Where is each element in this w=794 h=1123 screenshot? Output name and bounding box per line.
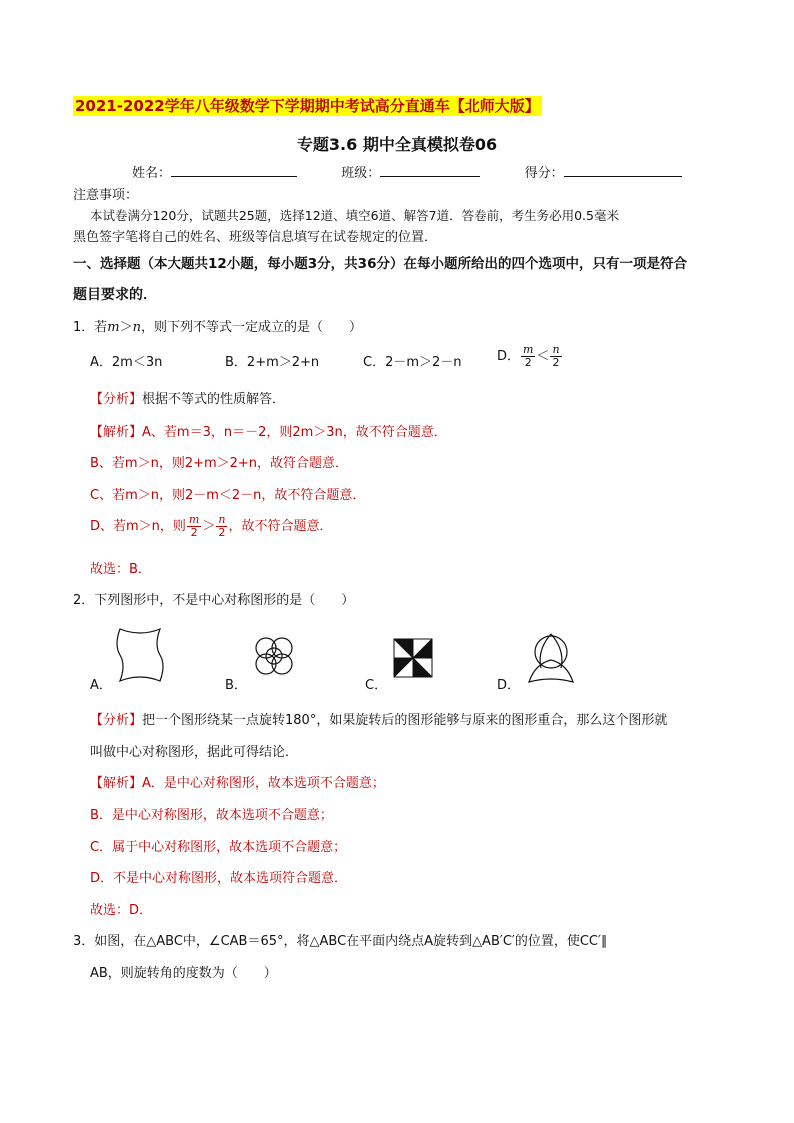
analysis-tag: 【分析】 xyxy=(90,713,143,728)
q1-option-d[interactable] xyxy=(497,344,563,369)
q1-analysis xyxy=(90,388,285,407)
q1-answer: 故选：B． xyxy=(90,562,151,577)
q2-figure-a[interactable] xyxy=(112,625,168,685)
q2-option-b[interactable]: B． xyxy=(225,678,247,693)
section-heading-cont: 题目要求的． xyxy=(73,287,157,303)
q1-stem-part: ，则下列不等式一定成立的是（ ） xyxy=(141,320,363,335)
q2-figure-b[interactable] xyxy=(250,632,298,680)
q2-option-a[interactable]: A． xyxy=(90,678,112,693)
q2-analysis xyxy=(90,709,667,728)
class-field[interactable] xyxy=(380,163,480,177)
q2-stem: 2．下列图形中，不是中心对称图形的是（ ） xyxy=(73,593,355,608)
q1-stem-rel: ＞ xyxy=(119,320,133,335)
q2-figure-d[interactable] xyxy=(523,630,579,686)
notice-heading: 注意事项： xyxy=(73,188,139,203)
solution-text: D、若m＞n，则 xyxy=(90,519,186,534)
q1-solution-b: B、若m＞n，则2+m＞2+n，故符合题意． xyxy=(90,456,349,471)
name-label: 姓名： xyxy=(132,166,172,181)
q2-answer: 故选：D． xyxy=(90,903,153,918)
section-heading: 一、选择题（本大题共12小题，每小题3分，共36分）在每小题所给出的四个选项中，只有一项是符合 xyxy=(73,256,687,272)
q1-option-c[interactable]: C．2－m＞2－n xyxy=(363,355,462,370)
solution-text: A、若m＝3，n＝－2，则2m＞3n，故不符合题意． xyxy=(142,425,447,440)
q2-option-d[interactable]: D． xyxy=(497,678,521,693)
q1-solution-c: C、若m＞n，则2－m＜2－n，故不符合题意． xyxy=(90,488,366,503)
frac-den: 2 xyxy=(190,526,198,539)
q3-stem: 3．如图，在△ABC中，∠CAB＝65°，将△ABC在平面内绕点A旋转到△AB′C′的位置，使CC′∥ xyxy=(73,934,608,949)
q1-solution-d xyxy=(90,514,332,539)
frac-num: n xyxy=(218,513,226,526)
option-d-label: D． xyxy=(497,349,521,364)
var-m: m xyxy=(107,320,120,335)
notice-line-2: 黑色签字笔将自己的姓名、班级等信息填写在试卷规定的位置． xyxy=(73,230,438,245)
solution-text: A．是中心对称图形，故本选项不合题意； xyxy=(142,776,385,791)
notice-line-1: 本试卷满分120分，试题共25题，选择12道、填空6道、解答7道．答卷前，考生务必用0.5毫米 xyxy=(90,208,619,223)
frac-num: m xyxy=(523,343,534,356)
name-field[interactable] xyxy=(171,163,297,177)
var-n: n xyxy=(132,320,141,335)
analysis-tag: 【分析】 xyxy=(90,392,143,407)
class-label: 班级： xyxy=(341,166,381,181)
q2-analysis-cont: 叫做中心对称图形，据此可得结论． xyxy=(90,745,299,760)
score-field[interactable] xyxy=(564,163,682,177)
frac-num: n xyxy=(552,343,560,356)
q2-figure-c[interactable] xyxy=(392,637,434,679)
analysis-text: 根据不等式的性质解答． xyxy=(142,392,286,407)
q2-solution-b: B．是中心对称图形，故本选项不合题意； xyxy=(90,808,333,823)
solution-text: ，故不符合题意． xyxy=(228,519,333,534)
solution-tag: 【解析】 xyxy=(90,425,143,440)
series-banner: 2021-2022学年八年级数学下学期期中考试高分直通车【北师大版】 xyxy=(75,97,540,115)
q1-solution-a xyxy=(90,421,447,440)
q2-option-c[interactable]: C． xyxy=(365,678,388,693)
frac-den: 2 xyxy=(218,526,226,539)
student-info xyxy=(132,162,682,181)
relation: ＜ xyxy=(536,349,550,364)
frac-num: m xyxy=(188,513,200,526)
q1-stem-part: 1．若 xyxy=(73,320,108,335)
q1-option-b[interactable]: B．2+m＞2+n xyxy=(225,355,320,370)
frac-den: 2 xyxy=(552,356,560,369)
q2-solution-d: D．不是中心对称图形，故本选项符合题意． xyxy=(90,871,348,886)
q3-stem-cont: AB，则旋转角的度数为（ ） xyxy=(90,966,277,981)
page-title: 专题3.6 期中全真模拟卷06 xyxy=(296,135,498,154)
frac-den: 2 xyxy=(524,356,532,369)
q1-stem xyxy=(73,316,362,335)
q2-solution-c: C．属于中心对称图形，故本选项不合题意； xyxy=(90,840,347,855)
score-label: 得分： xyxy=(524,166,564,181)
q1-option-a[interactable]: A．2m＜3n xyxy=(90,355,163,370)
solution-tag: 【解析】 xyxy=(90,776,143,791)
q2-solution-a xyxy=(90,772,385,791)
analysis-text: 把一个图形绕某一点旋转180°，如果旋转后的图形能够与原来的图形重合，那么这个图形就 xyxy=(142,713,668,728)
relation: ＞ xyxy=(202,519,216,534)
